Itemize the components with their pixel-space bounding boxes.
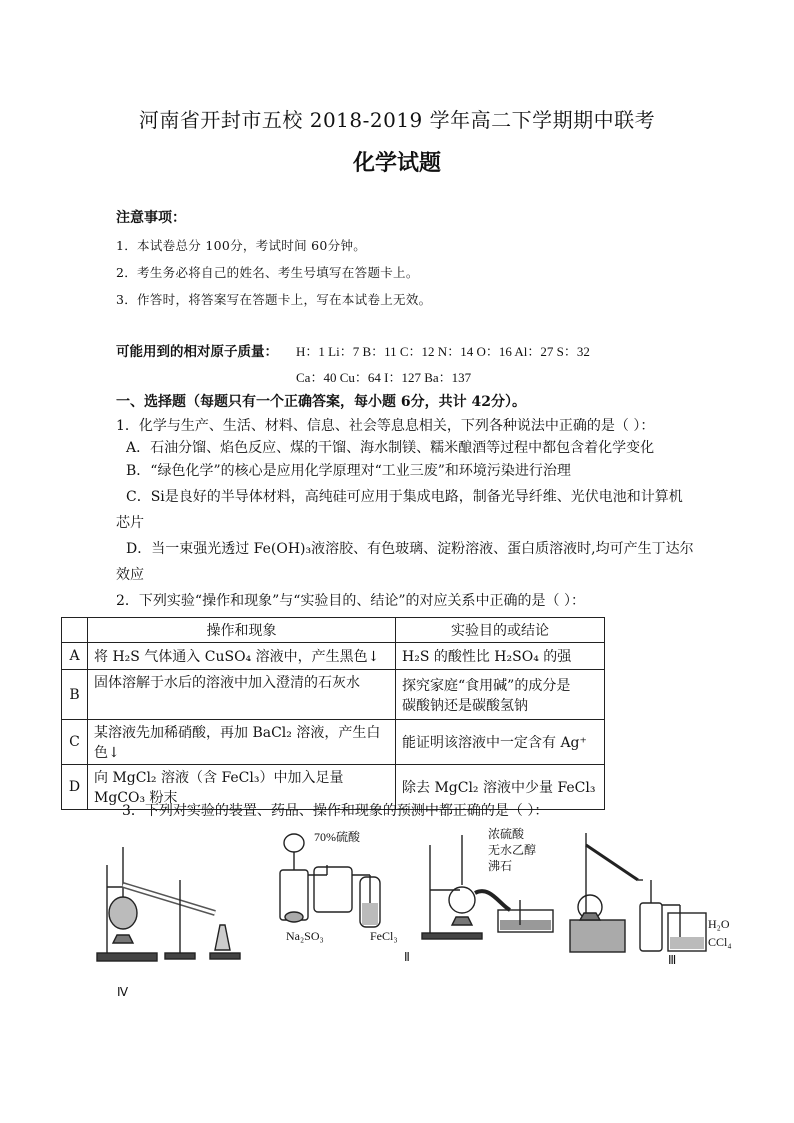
question-1-stem: 1．化学与生产、生活、材料、信息、社会等息息相关，下列各种说法中正确的是（ ）： xyxy=(116,418,655,434)
question-1-option-c-cont: 芯片 xyxy=(116,515,144,531)
operation-cell: 固体溶解于水后的溶液中加入澄清的石灰水 xyxy=(88,670,396,720)
operation-cell: 某溶液先加稀硝酸，再加 BaCl₂ 溶液，产生白色↓ xyxy=(88,720,396,765)
apparatus-so2-generation xyxy=(272,825,402,943)
row-label: C xyxy=(62,720,88,765)
row-label: A xyxy=(62,643,88,670)
apparatus-distillation xyxy=(95,825,245,999)
figure-label-ii: Ⅱ xyxy=(404,950,410,964)
question-1-option-d: D．当一束强光透过 Fe(OH)₃液溶胶、有色玻璃、淀粉溶液、蛋白质溶液时,均可产生丁达尔 xyxy=(126,541,694,557)
figure-label-iv: Ⅳ xyxy=(117,985,129,999)
apparatus-absorption xyxy=(568,825,732,967)
figure-label-na2so3: Na₂SO₃ xyxy=(286,929,324,943)
atomic-mass-line: Ca：40 Cu：64 I：127 Ba：137 xyxy=(296,370,472,385)
notice-item: 1．本试卷总分 100分，考试时间 60分钟。 xyxy=(116,238,367,253)
row-label: B xyxy=(62,670,88,720)
question-2-table xyxy=(61,617,605,810)
figure-label-iii: Ⅲ xyxy=(668,953,677,967)
row-label: D xyxy=(62,765,88,810)
question-3-stem: 3．下列对实验的装置、药品、操作和现象的预测中都正确的是（ ）： xyxy=(122,803,549,819)
conclusion-cell: H₂S 的酸性比 H₂SO₄ 的强 xyxy=(396,643,605,670)
figure-label-fecl3: FeCl₃ xyxy=(370,929,398,943)
table-header-cell xyxy=(62,618,88,643)
figure-label-stone: 沸石 xyxy=(488,859,513,873)
atomic-mass-line: H：1 Li：7 B：11 C：12 N：14 O：16 Al：27 S：32 xyxy=(296,344,590,359)
figure-label-ethanol: 无水乙醇 xyxy=(488,843,537,857)
table-row xyxy=(62,643,605,670)
question-1-option-d-cont: 效应 xyxy=(116,567,144,583)
atomic-mass-label: 可能用到的相对原子质量： xyxy=(116,344,278,360)
exam-subtitle: 化学试题 xyxy=(352,150,441,176)
notice-heading: 注意事项： xyxy=(116,210,186,226)
question-1-option-c: C．Si是良好的半导体材料，高纯硅可应用于集成电路，制备光导纤维、光伏电池和计算机 xyxy=(126,489,683,505)
conclusion-cell: 探究家庭“食用碱”的成分是 碳酸钠还是碳酸氢钠 xyxy=(396,670,605,720)
notice-item: 2．考生务必将自己的姓名、考生号填写在答题卡上。 xyxy=(116,265,419,280)
question-2-stem: 2．下列实验“操作和现象”与“实验目的、结论”的对应关系中正确的是（ ）： xyxy=(116,593,585,609)
figure-label-ccl4: CCl₄ xyxy=(708,935,732,949)
apparatus-ethylene-generation xyxy=(404,825,560,964)
conclusion-cell: 能证明该溶液中一定含有 Ag⁺ xyxy=(396,720,605,765)
question-1-option-a: A．石油分馏、焰色反应、煤的干馏、海水制镁、糯米酿酒等过程中都包含着化学变化 xyxy=(126,440,655,456)
table-row xyxy=(62,720,605,765)
figure-label-h2o: H₂O xyxy=(708,917,730,931)
section-heading: 一、选择题（每题只有一个正确答案，每小题 6分，共计 42分）。 xyxy=(116,394,526,410)
question-1-option-b: B．“绿色化学”的核心是应用化学原理对“工业三废”和环境污染进行治理 xyxy=(126,463,571,479)
table-header-cell: 操作和现象 xyxy=(88,618,396,643)
table-row xyxy=(62,670,605,720)
notice-item: 3．作答时，将答案写在答题卡上，写在本试卷上无效。 xyxy=(116,292,432,307)
exam-title: 河南省开封市五校 2018-2019 学年高二下学期期中联考 xyxy=(138,108,656,132)
table-header-cell: 实验目的或结论 xyxy=(396,618,605,643)
table-header-row xyxy=(62,618,605,643)
operation-cell: 将 H₂S 气体通入 CuSO₄ 溶液中，产生黑色↓ xyxy=(88,643,396,670)
conclusion-cell: 除去 MgCl₂ 溶液中少量 FeCl₃ xyxy=(396,765,605,810)
operation-cell: 向 MgCl₂ 溶液（含 FeCl₃）中加入足量 MgCO₃ 粉末 xyxy=(88,765,396,810)
figure-label-acid: 70%硫酸 xyxy=(314,830,360,844)
figure-label-conc-h2so4: 浓硫酸 xyxy=(488,827,525,841)
